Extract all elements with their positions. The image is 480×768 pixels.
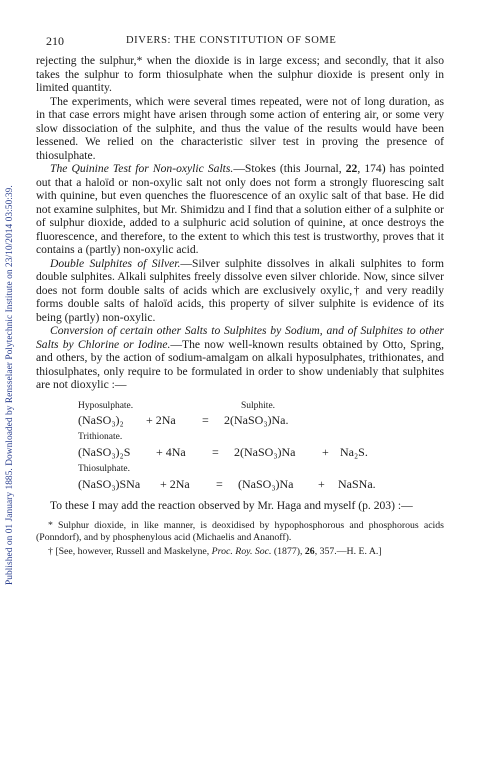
section-heading-quinine: The Quinine Test for Non-oxylic Salts. <box>50 162 234 175</box>
label-hyposulphate: Hyposulphate. <box>78 400 134 411</box>
page-number: 210 <box>46 34 64 48</box>
equation-1: (NaSO₃)₂ + 2Na = 2(NaSO₃)Na. <box>78 412 289 427</box>
equation-3: (NaSO₃)SNa + 2Na = (NaSO₃)Na + NaSNa. <box>78 476 376 491</box>
running-title: DIVERS: THE CONSTITUTION OF SOME <box>126 35 337 46</box>
paragraph-double-sulphites: Double Sulphites of Silver.—Silver sulphite dissolves in alkali sulphites to form double sulphites. Alkali sulphites freely dissolve even silver chloride. Now, since silver does not form double salts of acids which are exclusively oxylic,† and very readily forms double salts of haloïd acids, this property of silver sulphite is evidence of its being (partly) non-oxylic. <box>36 256 444 324</box>
paragraph-experiments: The experiments, which were several times repeated, were not of long duration, as in that case errors might have arisen through some action of entering air, or some very slow dissociation of the sulphite, and thus the value of the results would have been lessened. We relied on the characteristic silver test in proving the presence of thiosulphate. <box>36 94 444 162</box>
paragraph-continuation: rejecting the sulphur,* when the dioxide is in large excess; and secondly, that it also takes the sulphur to form thiosulphate when the sulphur dioxide is present only in limited quantity. <box>36 54 444 94</box>
download-notice-sidebar: Published on 01 January 1885. Downloaded by Rensselaer Polytechnic Institute on 23/10/2014 03:50:39. <box>5 185 15 585</box>
journal-volume: 22 <box>345 162 358 175</box>
section-heading-conversion: Conversion of certain other Salts to Sulphites by Sodium, and of Sulphites to other Salts by Chlorine or Iodine. <box>36 324 444 351</box>
label-trithionate: Trithionate. <box>78 431 123 442</box>
paragraph-haga: To these I may add the reaction observed by Mr. Haga and myself (p. 203) :— <box>50 498 413 512</box>
footnotes <box>36 520 444 558</box>
footnote-2: † [See, however, Russell and Maskelyne, Proc. Roy. Soc. (1877), 26, 357.—H. E. A.] <box>48 546 382 557</box>
label-thiosulphate: Thiosulphate. <box>78 463 130 474</box>
footnote-1: * Sulphur dioxide, in like manner, is deoxidised by hypophosphorous and phosphorous acids (Ponndorf), and by phosphenylous acid (Michaelis and Ananoff). <box>36 520 444 543</box>
page-body <box>36 54 444 560</box>
label-sulphite: Sulphite. <box>241 400 276 411</box>
paragraph-quinine-test: The Quinine Test for Non-oxylic Salts.—Stokes (this Journal, 22, 174) has pointed out that a haloïd or non-oxylic salt not only does not form a strongly fluorescing salt with quinine, but even quenches the fluorescence of an oxylic salt of that base. He did not examine sulphites, but Mr. Shimidzu and I find that a solution either of a sulphite or of sulphur dioxide, added to a sulphuric acid solution of quinine, at once destroys the fluorescence, and therefore, to the extent to which this test is trustworthy, proves that it contains a (partly) non-oxylic acid. <box>36 162 444 256</box>
equation-block <box>36 400 444 493</box>
equation-2: (NaSO₃)₂S + 4Na = 2(NaSO₃)Na + Na₂S. <box>78 444 368 459</box>
paragraph-conversion: Conversion of certain other Salts to Sulphites by Sodium, and of Sulphites to other Salts by Chlorine or Iodine.—The now well-known results obtained by Otto, Spring, and others, by the action of sodium-amalgam on alkali hyposulphates, trithionates, and thiosulphates, only require to be formulated in order to show undeniably that sulphites are not dioxylic :— <box>36 324 444 391</box>
page-header <box>40 34 440 48</box>
section-heading-double-sulphites: Double Sulphites of Silver. <box>50 256 181 270</box>
